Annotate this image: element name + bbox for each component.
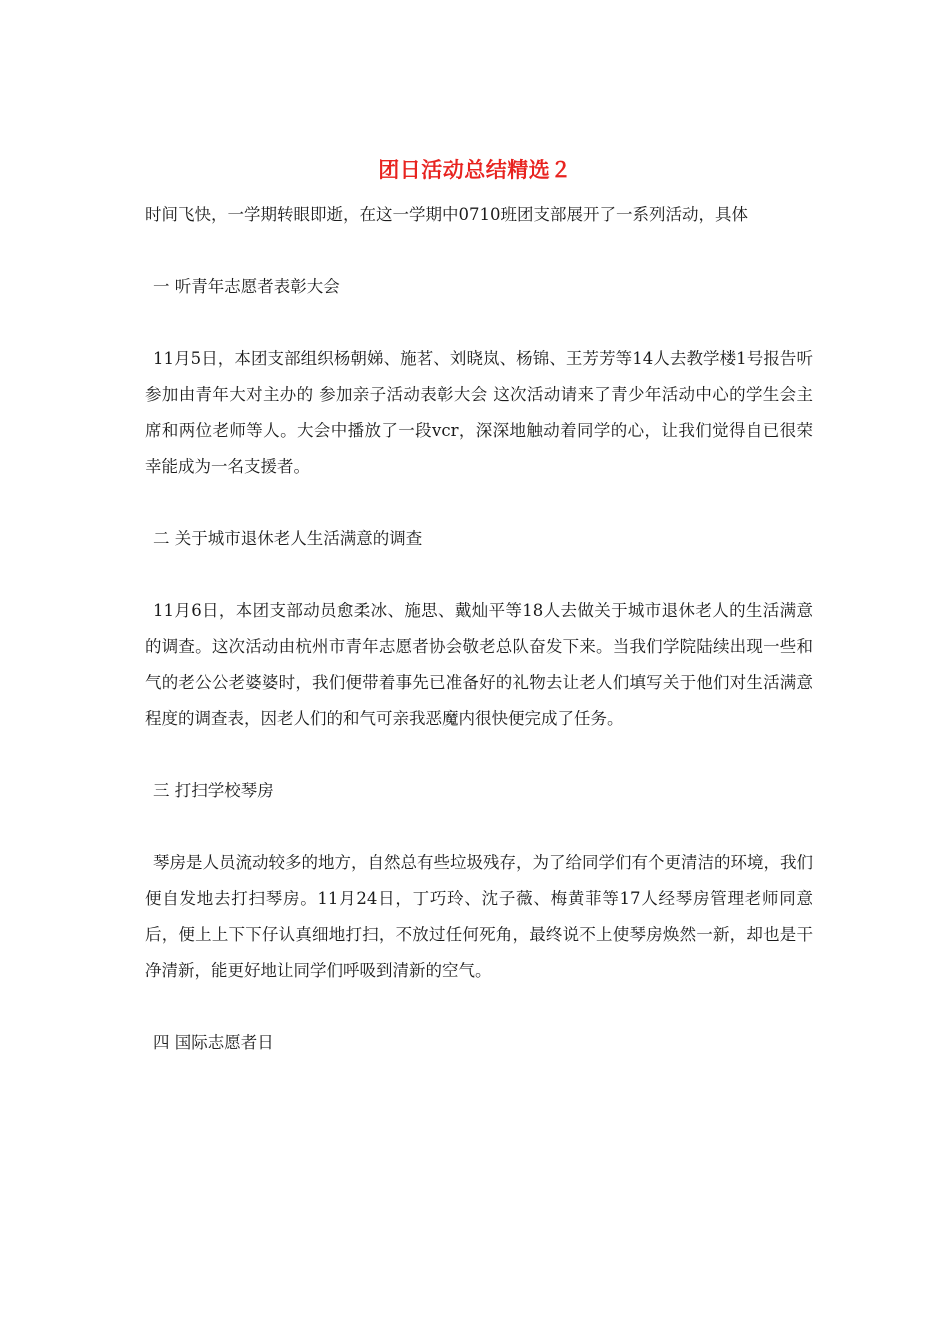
section-body-1: 11月5日，本团支部组织杨朝娣、施茗、刘晓岚、杨锦、王芳芳等14人去教学楼1号报告听参加由青年大对主办的 参加亲子活动表彰大会 这次活动请来了青少年活动中心的学生会主席和两位老师等人。大会中播放了一段vcr，深深地触动着同学的心，让我们觉得自已很荣幸能成为一名支援者。 bbox=[145, 349, 813, 476]
section-heading-2: 二 关于城市退休老人生活满意的调查 bbox=[153, 529, 423, 548]
section-body-3: 琴房是人员流动较多的地方，自然总有些垃圾残存，为了给同学们有个更清洁的环境，我们便自发地去打扫琴房。11月24日，丁巧玲、沈子薇、梅黄菲等17人经琴房管理老师同意后，便上上下下仔认真细地打扫，不放过任何死角，最终说不上使琴房焕然一新，却也是干净清新，能更好地让同学们呼吸到清新的空气。 bbox=[145, 853, 813, 980]
section-heading-3: 三 打扫学校琴房 bbox=[153, 781, 274, 800]
section-heading-4: 四 国际志愿者日 bbox=[153, 1033, 274, 1052]
section-heading-1: 一 听青年志愿者表彰大会 bbox=[153, 277, 340, 296]
paragraph-spacer bbox=[145, 809, 813, 845]
section-body-2: 11月6日，本团支部动员愈柔冰、施思、戴灿平等18人去做关于城市退休老人的生活满意的调查。这次活动由杭州市青年志愿者协会敬老总队奋发下来。当我们学院陆续出现一些和气的老公公老婆婆时，我们便带着事先已准备好的礼物去让老人们填写关于他们对生活满意程度的调查表，因老人们的和气可亲我恶魔内很快便完成了任务。 bbox=[145, 601, 813, 728]
document-title: 团日活动总结精选２ bbox=[378, 157, 572, 182]
paragraph-spacer bbox=[145, 305, 813, 341]
paragraph-spacer bbox=[145, 233, 813, 269]
paragraph-spacer bbox=[145, 557, 813, 593]
paragraph-spacer bbox=[145, 989, 813, 1025]
document-body bbox=[145, 197, 813, 1061]
paragraph-spacer bbox=[145, 485, 813, 521]
paragraph-spacer bbox=[145, 737, 813, 773]
intro-paragraph: 时间飞快，一学期转眼即逝，在这一学期中0710班团支部展开了一系列活动，具体 bbox=[145, 205, 748, 224]
